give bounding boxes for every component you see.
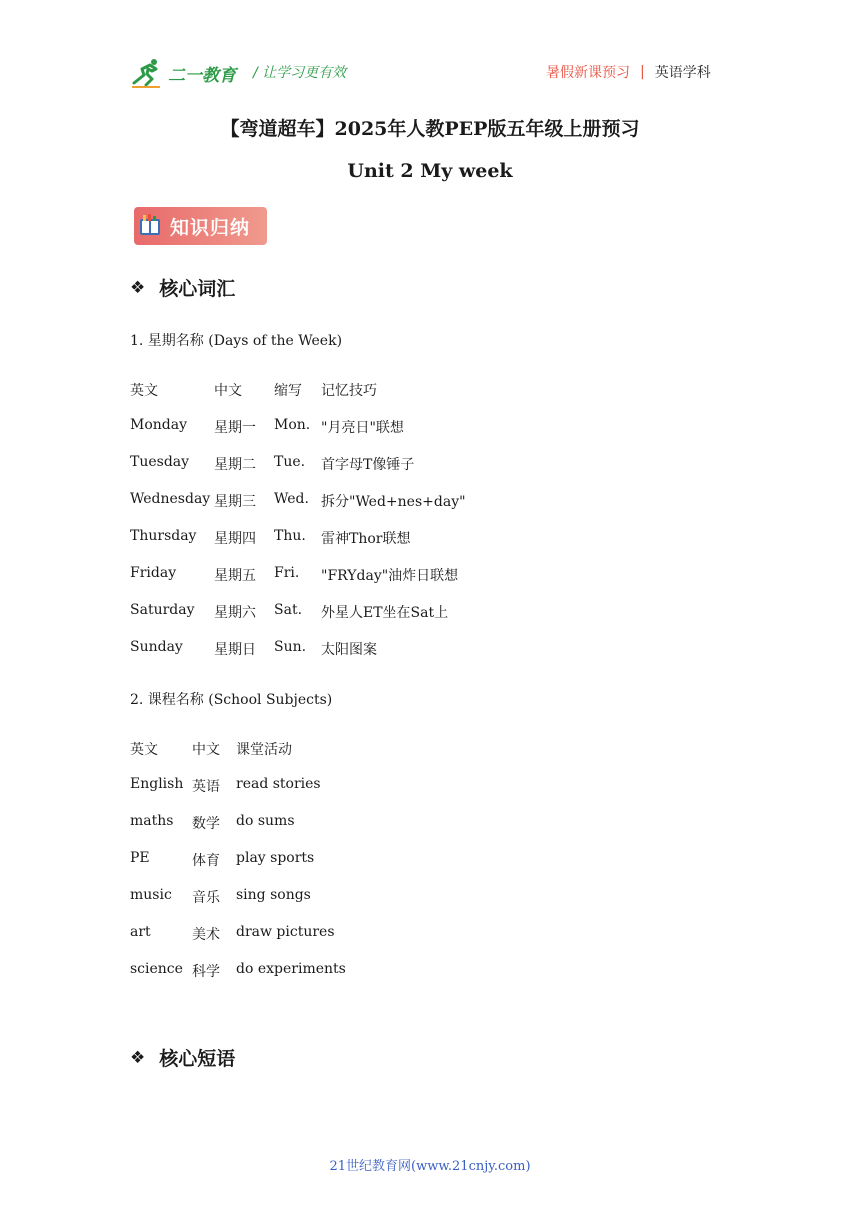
table-cell: Monday	[130, 417, 187, 433]
table-cell: Sat.	[274, 602, 303, 618]
table-cell: Wed.	[274, 491, 309, 507]
subjects-heading: 2. 课程名称 (School Subjects)	[130, 692, 333, 708]
column-header: 课堂活动	[236, 742, 292, 758]
column-header: 中文	[192, 742, 220, 758]
table-cell: Friday	[130, 565, 177, 581]
column-header: 缩写	[274, 383, 302, 399]
column-header: 英文	[130, 742, 158, 758]
table-cell: 外星人ET坐在Sat上	[321, 605, 449, 621]
book-icon	[138, 213, 162, 239]
badge-label: 知识归纳	[170, 216, 251, 239]
table-cell: 星期三	[214, 494, 256, 510]
column-header: 中文	[214, 383, 242, 399]
table-cell: 拆分"Wed+nes+day"	[321, 494, 466, 510]
table-cell: English	[130, 776, 184, 792]
table-cell: 英语	[192, 779, 220, 795]
table-cell: do experiments	[236, 961, 346, 977]
table-cell: Tuesday	[130, 454, 190, 470]
table-cell: 科学	[192, 964, 220, 980]
table-cell: music	[130, 887, 172, 903]
section-core-vocabulary	[130, 274, 235, 301]
slogan: / 让学习更有效	[253, 65, 347, 81]
table-cell: 星期二	[214, 457, 256, 473]
table-cell: sing songs	[236, 887, 311, 903]
unit-title: Unit 2 My week	[347, 160, 513, 182]
table-cell: 音乐	[192, 890, 220, 906]
table-cell: Mon.	[274, 417, 311, 433]
table-cell: Fri.	[274, 565, 300, 581]
page-title: 【弯道超车】2025年人教PEP版五年级上册预习	[220, 118, 640, 140]
table-cell: draw pictures	[236, 924, 335, 940]
section-core-phrases	[130, 1044, 235, 1071]
brand-name: 二一教育	[168, 65, 236, 86]
table-cell: 数学	[192, 816, 220, 832]
header-separator: |	[640, 64, 645, 80]
column-header: 英文	[130, 383, 158, 399]
table-cell: 体育	[192, 853, 220, 869]
runner-logo-icon	[130, 57, 166, 89]
diamond-bullet-icon: ❖	[130, 277, 146, 298]
table-cell: 首字母T像锤子	[321, 457, 415, 473]
table-cell: 星期五	[214, 568, 256, 584]
table-cell: Saturday	[130, 602, 195, 618]
table-cell: 太阳图案	[321, 642, 377, 658]
table-cell: read stories	[236, 776, 321, 792]
table-cell: 美术	[192, 927, 220, 943]
section-title: 核心词汇	[159, 278, 236, 300]
brand-logo	[130, 56, 240, 90]
table-cell: play sports	[236, 850, 315, 866]
table-cell: 星期四	[214, 531, 256, 547]
section-title: 核心短语	[159, 1048, 236, 1070]
knowledge-summary-badge	[134, 207, 267, 245]
table-cell: do sums	[236, 813, 295, 829]
table-cell: PE	[130, 850, 150, 866]
table-cell: Tue.	[274, 454, 306, 470]
preview-label: 暑假新课预习	[546, 65, 630, 81]
table-cell: Thursday	[130, 528, 197, 544]
table-cell: maths	[130, 813, 174, 829]
footer-source[interactable]: 21世纪教育网(www.21cnjy.com)	[329, 1159, 531, 1174]
table-cell: Thu.	[274, 528, 306, 544]
column-header: 记忆技巧	[321, 383, 377, 399]
subject-label: 英语学科	[654, 65, 711, 81]
table-cell: 雷神Thor联想	[321, 531, 411, 547]
header-right	[546, 62, 711, 82]
table-cell: 星期六	[214, 605, 256, 621]
days-heading: 1. 星期名称 (Days of the Week)	[130, 333, 343, 349]
table-cell: Wednesday	[130, 491, 211, 507]
table-cell: 星期一	[214, 420, 256, 436]
table-cell: 星期日	[214, 642, 256, 658]
table-cell: art	[130, 924, 151, 940]
diamond-bullet-icon: ❖	[130, 1047, 146, 1068]
table-cell: "FRYday"油炸日联想	[321, 568, 459, 584]
table-cell: Sun.	[274, 639, 307, 655]
table-cell: science	[130, 961, 183, 977]
table-cell: "月亮日"联想	[321, 420, 404, 436]
table-cell: Sunday	[130, 639, 183, 655]
